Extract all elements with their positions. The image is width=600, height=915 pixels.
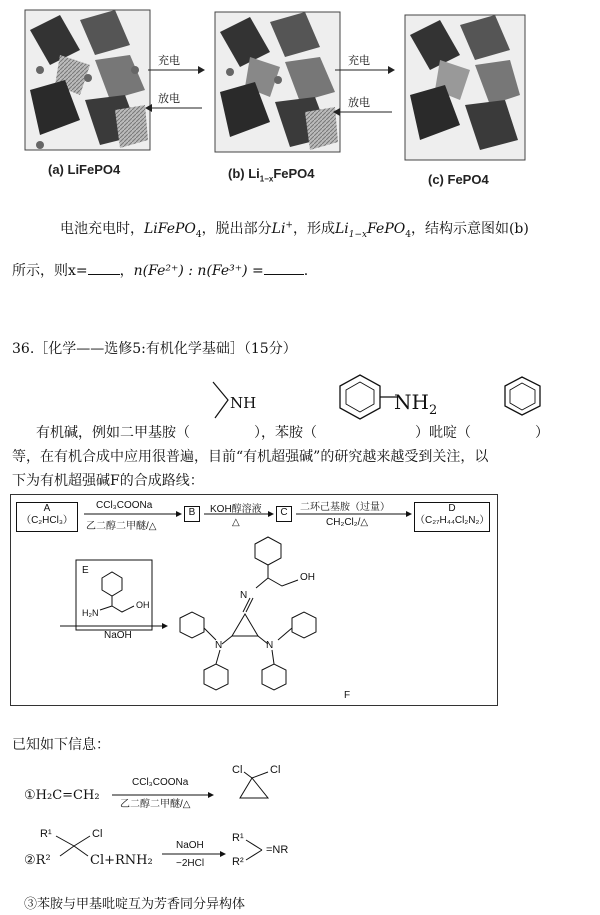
lifepo4-structure — [25, 10, 150, 150]
reaction2-condition: −2HCl — [176, 858, 205, 869]
compound-f-oh: OH — [300, 572, 315, 583]
charging-sentence: 电池充电时，LiFePO$_4$，脱出部分Li+，形成$Li_{1-x}FePO_4$，结构示意图如(b) — [60, 220, 529, 240]
reaction2-product-r1: R¹ — [232, 832, 244, 844]
label-b: (b) $Li_{1-x}FePO4$ — [228, 166, 315, 184]
x-ratio-question: 所示，则x= ，n(Fe²⁺) : n(Fe³⁺) = . — [12, 263, 309, 279]
intro-line-2: 等，在有机合成中应用很普遍，目前“有机超强碱”的研究越来越受到关注，以 — [12, 449, 489, 465]
reaction2-cl-bottom: Cl+RNH₂ — [90, 853, 153, 868]
reaction2-product-nr: =NR — [266, 844, 289, 856]
compound-e-label: E — [82, 565, 89, 576]
step1-condition: 乙二醇二甲醚/△ — [86, 521, 157, 532]
reaction1-cl-left: Cl — [232, 764, 243, 776]
compound-f-imine-n: N — [240, 590, 248, 601]
reaction2-r1: R¹ — [40, 828, 52, 840]
intro-line-3: 下为有机超强碱F的合成路线： — [12, 473, 204, 489]
ratio-blank — [264, 262, 304, 275]
compound-b-box: B — [184, 506, 200, 522]
aniline-nh2: $NH_2$ — [394, 390, 438, 418]
known-info-drawing — [0, 760, 600, 880]
step1-reagent: CCl₃COONa — [96, 500, 153, 511]
reaction2-reagent: NaOH — [176, 840, 204, 851]
compound-f-amine-n-right: N — [266, 640, 274, 651]
compound-d-box: D （C₂₇H₄₄Cl₂N₂） — [414, 502, 490, 532]
compound-e-oh: OH — [136, 600, 150, 610]
step3-reagent: 二环己基胺（过量） — [300, 502, 390, 513]
label-a: (a) LiFePO4 — [48, 162, 121, 177]
known-info-title: 已知如下信息： — [12, 737, 110, 753]
reaction2-product-r2: R² — [232, 856, 244, 868]
step2-condition: △ — [232, 517, 240, 528]
compound-f-amine-n-left: N — [215, 640, 223, 651]
arrow2-discharge-label: 放电 — [348, 97, 370, 109]
arrow1-discharge-label: 放电 — [158, 93, 180, 105]
step4-condition: NaOH — [104, 630, 132, 641]
step2-reagent: KOH醇溶液 — [210, 504, 262, 515]
li1-xfepo4-structure — [215, 12, 340, 152]
compound-c-box: C — [276, 506, 292, 522]
question-36-title: 36.［化学——选修5:有机化学基础］（15分） — [12, 341, 297, 357]
reaction1-cl-right: Cl — [270, 764, 281, 776]
reaction1-condition: 乙二醇二甲醚/△ — [120, 799, 191, 810]
dimethylamine-nh: NH — [230, 394, 257, 412]
reaction2-cl-top: Cl — [92, 828, 103, 840]
step3-condition: CH₂Cl₂/△ — [326, 517, 369, 528]
x-blank — [88, 262, 120, 275]
arrow2-charge-label: 充电 — [348, 55, 370, 67]
compound-a-box: A （C₂HCl₃） — [16, 502, 78, 532]
reaction2-r2: ②R² — [24, 853, 51, 868]
compound-f-label: F — [344, 690, 351, 701]
reaction1-reagent: CCl₃COONa — [132, 777, 189, 788]
reaction1-reactant: ①H₂C=CH₂ — [24, 788, 100, 803]
intro-line-1: 有机碱，例如二甲基胺（ ），苯胺（ ）吡啶（ ） — [36, 425, 549, 441]
label-c: (c) FePO4 — [428, 172, 489, 187]
synthesis-route-drawing — [0, 494, 500, 706]
arrow1-charge-label: 充电 — [158, 55, 180, 67]
fepo4-structure — [405, 15, 525, 160]
reaction3-statement: ③苯胺与甲基吡啶互为芳香同分异构体 — [24, 897, 246, 912]
compound-e-h2n: H₂N — [82, 608, 99, 618]
